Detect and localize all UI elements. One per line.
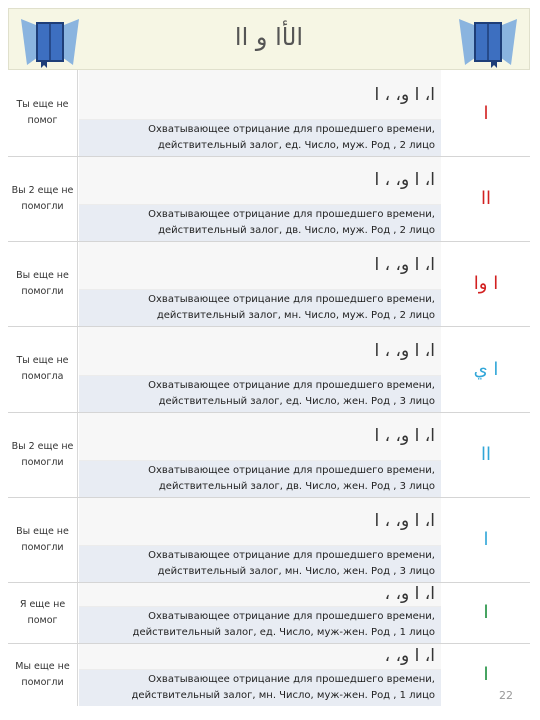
arabic-form: ا، ا و، ، <box>384 584 435 604</box>
description-line: действительный залог, мн. Число, жен. Род , 3 лицо <box>157 566 435 577</box>
description-line: Охватывающее отрицание для прошедшего времени, <box>148 674 435 685</box>
description-line: Охватывающее отрицание для прошедшего времени, <box>148 209 435 220</box>
pronoun-ending: ا <box>442 582 530 643</box>
arabic-form: ا، ا و، ، ا <box>374 511 435 531</box>
arabic-form: ا، ا و، ، ا <box>374 340 435 361</box>
arabic-form-cell <box>79 643 441 670</box>
table-row <box>8 241 530 326</box>
table-row <box>8 412 530 497</box>
description-line: действительный залог, ед. Число, жен. Род , 3 лицо <box>158 396 435 407</box>
grammar-description <box>79 670 441 706</box>
translation-line: помог <box>27 115 58 126</box>
table-row <box>8 643 530 706</box>
translation-line: помог <box>27 614 58 626</box>
grammar-description <box>79 290 441 326</box>
description-line: Охватывающее отрицание для прошедшего времени, <box>148 294 435 305</box>
translation-line: помогли <box>21 200 64 212</box>
russian-translation <box>8 412 78 497</box>
row-divider <box>8 412 530 413</box>
arabic-form-cell <box>79 582 441 607</box>
russian-translation <box>8 241 78 326</box>
description-line: Охватывающее отрицание для прошедшего времени, <box>148 550 435 561</box>
pronoun-ending: ا وا <box>442 241 530 326</box>
russian-translation <box>8 70 78 156</box>
description-line: Охватывающее отрицание для прошедшего времени, <box>148 124 435 135</box>
table-row <box>8 326 530 412</box>
table-row <box>8 70 530 156</box>
translation-line: Ты еще не <box>16 355 69 366</box>
russian-translation <box>8 326 78 412</box>
table-row <box>8 582 530 643</box>
grammar-description <box>79 205 441 241</box>
grammar-description <box>79 461 441 497</box>
translation-line: помогли <box>21 456 64 468</box>
arabic-form-cell <box>79 497 441 546</box>
pronoun-ending: اا <box>442 412 530 497</box>
pronoun-ending: اا <box>442 156 530 241</box>
table-row <box>8 497 530 582</box>
translation-line: Вы еще не <box>16 269 69 281</box>
arabic-form-cell <box>79 241 441 290</box>
arabic-form: ا، ا و، ، ا <box>374 84 435 105</box>
row-divider <box>8 497 530 498</box>
translation-line: Ты еще не <box>16 99 69 110</box>
translation-line: помогли <box>21 285 64 297</box>
translation-line: помогли <box>21 676 64 688</box>
translation-line: Вы 2 еще не <box>11 184 74 196</box>
arabic-form-cell <box>79 412 441 461</box>
grammar-description <box>79 607 441 643</box>
arabic-form: ا، ا و، ، ا <box>374 255 435 275</box>
row-divider <box>8 241 530 242</box>
pronoun-ending: ا ي <box>442 326 530 412</box>
translation-line: Я еще не <box>19 598 66 610</box>
translation-line: помогла <box>21 371 64 382</box>
page-title: الأا و اا <box>234 23 304 51</box>
page-number: 22 <box>499 689 513 702</box>
arabic-form-cell <box>79 156 441 205</box>
translation-line: Мы еще не <box>15 660 70 672</box>
arabic-form-cell <box>79 70 441 120</box>
pronoun-ending: ا <box>442 497 530 582</box>
translation-line: помогли <box>21 541 64 553</box>
description-line: действительный залог, мн. Число, муж. Род , 2 лицо <box>156 310 435 321</box>
slide <box>8 8 530 714</box>
row-divider <box>8 156 530 157</box>
header-banner <box>8 8 530 70</box>
description-line: действительный залог, дв. Число, жен. Род , 3 лицо <box>158 481 435 492</box>
description-line: Охватывающее отрицание для прошедшего времени, <box>148 611 435 622</box>
description-line: действительный залог, дв. Число, муж. Род , 2 лицо <box>158 225 435 236</box>
russian-translation <box>8 497 78 582</box>
arabic-form-cell <box>79 326 441 376</box>
description-line: действительный залог, мн. Число, муж-жен. Род , 1 лицо <box>131 690 435 701</box>
arabic-form: ا، ا و، ، ا <box>374 426 435 446</box>
arabic-form: ا، ا و، ، ا <box>374 170 435 190</box>
row-divider <box>8 643 530 644</box>
russian-translation <box>8 582 78 643</box>
row-divider <box>8 326 530 327</box>
grammar-description <box>79 546 441 582</box>
description-line: Охватывающее отрицание для прошедшего времени, <box>148 380 435 391</box>
description-line: действительный залог, ед. Число, муж. Род , 2 лицо <box>157 140 435 151</box>
description-line: действительный залог, ед. Число, муж-жен. Род , 1 лицо <box>132 627 435 638</box>
table-row <box>8 156 530 241</box>
russian-translation <box>8 643 78 706</box>
pronoun-ending: ا <box>442 643 530 706</box>
description-line: Охватывающее отрицание для прошедшего времени, <box>148 465 435 476</box>
translation-line: Вы 2 еще не <box>11 440 74 452</box>
book-icon <box>457 15 519 69</box>
book-icon <box>19 15 81 69</box>
pronoun-ending: ا <box>442 70 530 156</box>
grammar-description <box>79 120 441 156</box>
arabic-form: ا، ا و، ، <box>384 646 435 666</box>
translation-line: Вы еще не <box>16 525 69 537</box>
grammar-description <box>79 376 441 412</box>
row-divider <box>8 582 530 583</box>
russian-translation <box>8 156 78 241</box>
